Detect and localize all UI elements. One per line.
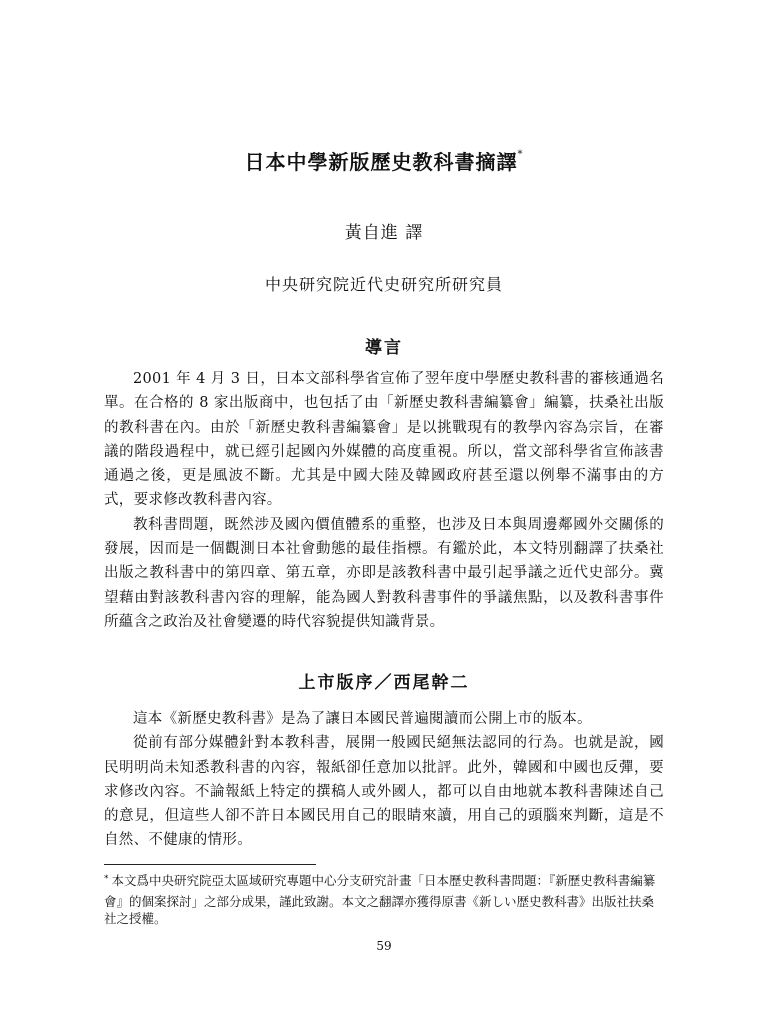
intro-paragraph-1: 2001 年 4 月 3 日，日本文部科學省宣佈了翌年度中學歷史教科書的審核通過名單。在合格的 8 家出版商中，也包括了由「新歷史教科書編纂會」編纂，扶桑社出版的教科書在內。由於「新歷史教科書編纂會」是以挑戰現有的教學內容為宗旨，在審議的階段過程中，就已經引起國內外媒體的高度重視。所以，當文部科學省宣佈該書通過之後，更是風波不斷。尤其是中國大陸及韓國政府甚至還以例舉不滿事由的方式，要求修改教科書內容。 [104,371,664,509]
footnote-text: 本文爲中央研究院亞太區域研究專題中心分支研究計畫「日本歷史教科書問題：『新歷史教科書編纂會』的個案探討」之部分成果，謹此致謝。本文之翻譯亦獲得原書《新しい歴史教科書》出版社扶桑社之授權。 [104,873,656,926]
author-line: 黃自進 譯 [344,223,424,243]
title-footnote-mark: * [517,149,524,161]
intro-body [104,367,664,634]
affiliation-line: 中央研究院近代史研究所研究員 [264,275,503,294]
document-title [0,146,768,175]
footnote-divider [104,864,316,865]
page-number: 59 [376,939,392,953]
intro-heading: 導言 [365,338,403,358]
preface-heading: 上市版序／西尾幹二 [298,673,470,693]
preface-paragraph-2: 從前有部分媒體針對本教科書，展開一般國民絕無法認同的行為。也就是說，國民明明尚未知悉教科書的內容，報紙卻任意加以批評。此外，韓國和中國也反彈，要求修改內容。不論報紙上特定的撰稿人或外國人，都可以自由地就本教科書陳述自己的意見，但這些人卻不許日本國民用自己的眼睛來讀，用自己的頭腦來判斷，這是不自然、不健康的情形。 [104,735,664,849]
preface-body [104,707,664,853]
preface-paragraph-1: 這本《新歷史教科書》是為了讓日本國民普遍閱讀而公開上市的版本。 [133,711,592,727]
footnote-mark: * [104,874,109,884]
footnote [104,872,664,928]
intro-paragraph-2: 教科書問題，既然涉及國內價值體系的重整，也涉及日本與周邊鄰國外交關係的發展，因而是一個觀測日本社會動態的最佳指標。有鑑於此，本文特別翻譯了扶桑社出版之教科書中的第四章、第五章，亦即是該教科書中最引起爭議之近代史部分。冀望藉由對該教科書內容的理解，能為國人對教科書事件的爭議焦點，以及教科書事件所蘊含之政治及社會變遷的時代容貌提供知識背景。 [104,516,664,630]
title-text: 日本中學新版歷史教科書摘譯 [244,150,518,174]
